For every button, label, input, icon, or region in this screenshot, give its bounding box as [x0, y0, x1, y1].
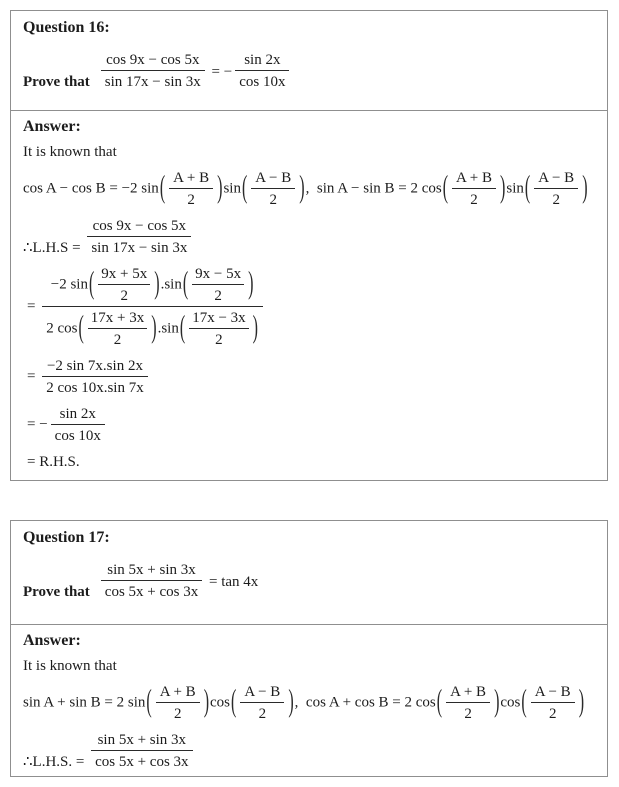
question-17-statement: [23, 561, 595, 601]
fraction-numerator: A + B: [169, 169, 213, 189]
answer-label: Answer:: [23, 632, 81, 649]
paren-group: [449, 170, 499, 209]
fraction: [87, 217, 191, 257]
close-paren: ): [494, 685, 500, 720]
fraction-denominator: sin 17x − sin 3x: [104, 74, 201, 91]
fraction-numerator: A + B: [446, 683, 490, 703]
fraction-numerator: cos 9x − cos 5x: [101, 51, 205, 71]
paren-group: [186, 310, 251, 349]
close-paren: ): [299, 171, 305, 206]
fraction-numerator: A − B: [240, 683, 284, 703]
math-text: sin A + sin B = 2 sin: [23, 694, 146, 711]
math-text: =: [27, 298, 40, 315]
open-paren: (: [442, 171, 449, 206]
open-paren: (: [182, 267, 189, 302]
question-16-title: Question 16:: [23, 19, 110, 36]
fraction-denominator: 2: [215, 332, 223, 349]
fraction-denominator: 2: [552, 192, 560, 209]
open-paren: (: [436, 685, 443, 720]
question-17-statement-section: [11, 521, 607, 625]
fraction: [534, 169, 578, 209]
close-paren: ): [578, 685, 585, 720]
math-text: , sin A − sin B = 2 cos: [305, 180, 442, 197]
fraction-numerator: sin 2x: [235, 51, 289, 71]
paren-group: [237, 684, 287, 723]
close-paren: ): [582, 171, 588, 206]
fraction: [192, 265, 244, 305]
paren-group: [528, 684, 578, 723]
close-paren: ): [248, 267, 254, 302]
math-text: cos A − cos B = −2 sin: [23, 180, 159, 197]
question-17-answer-section: [11, 625, 607, 771]
paren-group: [85, 310, 150, 349]
fraction-numerator: A − B: [251, 169, 295, 189]
open-paren: (: [241, 171, 248, 206]
close-paren: ): [252, 311, 258, 346]
rhs-line: [23, 453, 595, 471]
fraction-numerator: A − B: [534, 169, 578, 189]
fraction-numerator: [42, 265, 263, 307]
paren-group: [95, 266, 153, 305]
fraction: [240, 683, 284, 723]
fraction: [446, 683, 490, 723]
fraction: [156, 683, 200, 723]
fraction-denominator: 2: [173, 706, 182, 723]
math-text: cos: [210, 694, 231, 711]
math-text: sin: [506, 180, 524, 197]
fraction-denominator: 2: [187, 192, 195, 209]
fraction-numerator: sin 5x + sin 3x: [91, 731, 192, 751]
fraction-denominator: 2: [269, 192, 278, 209]
fraction-denominator: [42, 307, 263, 349]
paren-group: [248, 170, 298, 209]
fraction: [452, 169, 496, 209]
prove-that-label: Prove that: [23, 584, 90, 601]
question-16-box: [10, 10, 608, 481]
paren-group: [189, 266, 247, 305]
question-17-box: [10, 520, 608, 777]
fraction: [101, 561, 202, 601]
step-line: [23, 357, 595, 397]
lhs-line: [23, 731, 595, 771]
fraction-numerator: 9x − 5x: [192, 265, 244, 285]
open-paren: (: [231, 685, 237, 720]
math-text: −2 sin: [50, 276, 88, 293]
math-text: cos: [500, 694, 521, 711]
fraction: [42, 357, 148, 397]
open-paren: (: [146, 685, 152, 720]
fraction: [42, 265, 263, 349]
question-16-statement-section: [11, 11, 607, 111]
fraction-denominator: cos 5x + cos 3x: [104, 584, 199, 601]
fraction-denominator: cos 10x: [54, 428, 101, 445]
paren-group: [153, 684, 203, 723]
fraction: [235, 51, 289, 91]
fraction: [189, 309, 248, 349]
open-paren: (: [179, 311, 186, 346]
open-paren: (: [88, 267, 95, 302]
fraction: [51, 405, 105, 445]
fraction-denominator: 2: [470, 192, 478, 209]
math-text: = −: [27, 416, 48, 433]
close-paren: ): [288, 685, 294, 720]
fraction-denominator: 2: [214, 288, 222, 305]
answer-label: Answer:: [23, 118, 81, 135]
fraction: [101, 51, 205, 91]
known-intro: It is known that: [23, 658, 117, 675]
fraction-denominator: 2: [120, 288, 129, 305]
math-text: = −: [207, 64, 233, 80]
question-16-equation: [98, 52, 293, 91]
fraction-denominator: 2: [464, 706, 472, 723]
fraction-numerator: 9x + 5x: [98, 265, 150, 285]
math-text: = R.H.S.: [27, 454, 80, 471]
math-text: =: [27, 368, 40, 385]
fraction: [169, 169, 213, 209]
question-17-title: Question 17:: [23, 529, 110, 546]
fraction-numerator: sin 5x + sin 3x: [101, 561, 202, 581]
paren-group: [443, 684, 493, 723]
fraction-numerator: A + B: [452, 169, 496, 189]
step-line: [23, 405, 595, 445]
fraction-denominator: 2: [113, 332, 122, 349]
close-paren: ): [500, 171, 506, 206]
fraction-numerator: A + B: [156, 683, 200, 703]
paren-group: [166, 170, 216, 209]
question-17-equation: [98, 562, 259, 601]
fraction: [531, 683, 575, 723]
step-line: [23, 265, 595, 349]
paren-group: [531, 170, 581, 209]
math-text: .sin: [160, 276, 182, 293]
open-paren: (: [159, 171, 166, 206]
identity-line: [23, 683, 595, 723]
fraction-numerator: cos 9x − cos 5x: [87, 217, 191, 237]
fraction-denominator: cos 5x + cos 3x: [95, 754, 189, 771]
open-paren: (: [521, 685, 527, 720]
close-paren: ): [154, 267, 160, 302]
question-16-answer-section: [11, 111, 607, 471]
math-text: = tan 4x: [205, 574, 259, 590]
prove-that-label: Prove that: [23, 74, 90, 91]
math-text: .sin: [157, 320, 179, 337]
known-intro: It is known that: [23, 144, 117, 161]
fraction-numerator: sin 2x: [51, 405, 105, 425]
math-text: , cos A + cos B = 2 cos: [294, 694, 436, 711]
close-paren: ): [217, 171, 223, 206]
open-paren: (: [78, 311, 84, 346]
fraction-denominator: sin 17x − sin 3x: [91, 240, 188, 257]
math-text: 2 cos: [46, 320, 78, 337]
fraction: [88, 309, 147, 349]
question-16-statement: [23, 51, 595, 91]
math-text: ∴L.H.S. =: [23, 754, 89, 771]
close-paren: ): [203, 685, 210, 720]
fraction-numerator: A − B: [531, 683, 575, 703]
fraction-numerator: −2 sin 7x.sin 2x: [42, 357, 148, 377]
fraction-numerator: 17x + 3x: [88, 309, 147, 329]
fraction-denominator: 2: [548, 706, 557, 723]
fraction: [251, 169, 295, 209]
lhs-line: [23, 217, 595, 257]
close-paren: ): [151, 311, 157, 346]
fraction-denominator: 2: [258, 706, 267, 723]
fraction: [91, 731, 192, 771]
math-text: sin: [223, 180, 241, 197]
identity-line: [23, 169, 595, 209]
math-text: ∴L.H.S =: [23, 240, 85, 257]
open-paren: (: [524, 171, 531, 206]
fraction: [98, 265, 150, 305]
fraction-numerator: 17x − 3x: [189, 309, 248, 329]
fraction-denominator: cos 10x: [239, 74, 286, 91]
fraction-denominator: 2 cos 10x.sin 7x: [46, 380, 144, 397]
